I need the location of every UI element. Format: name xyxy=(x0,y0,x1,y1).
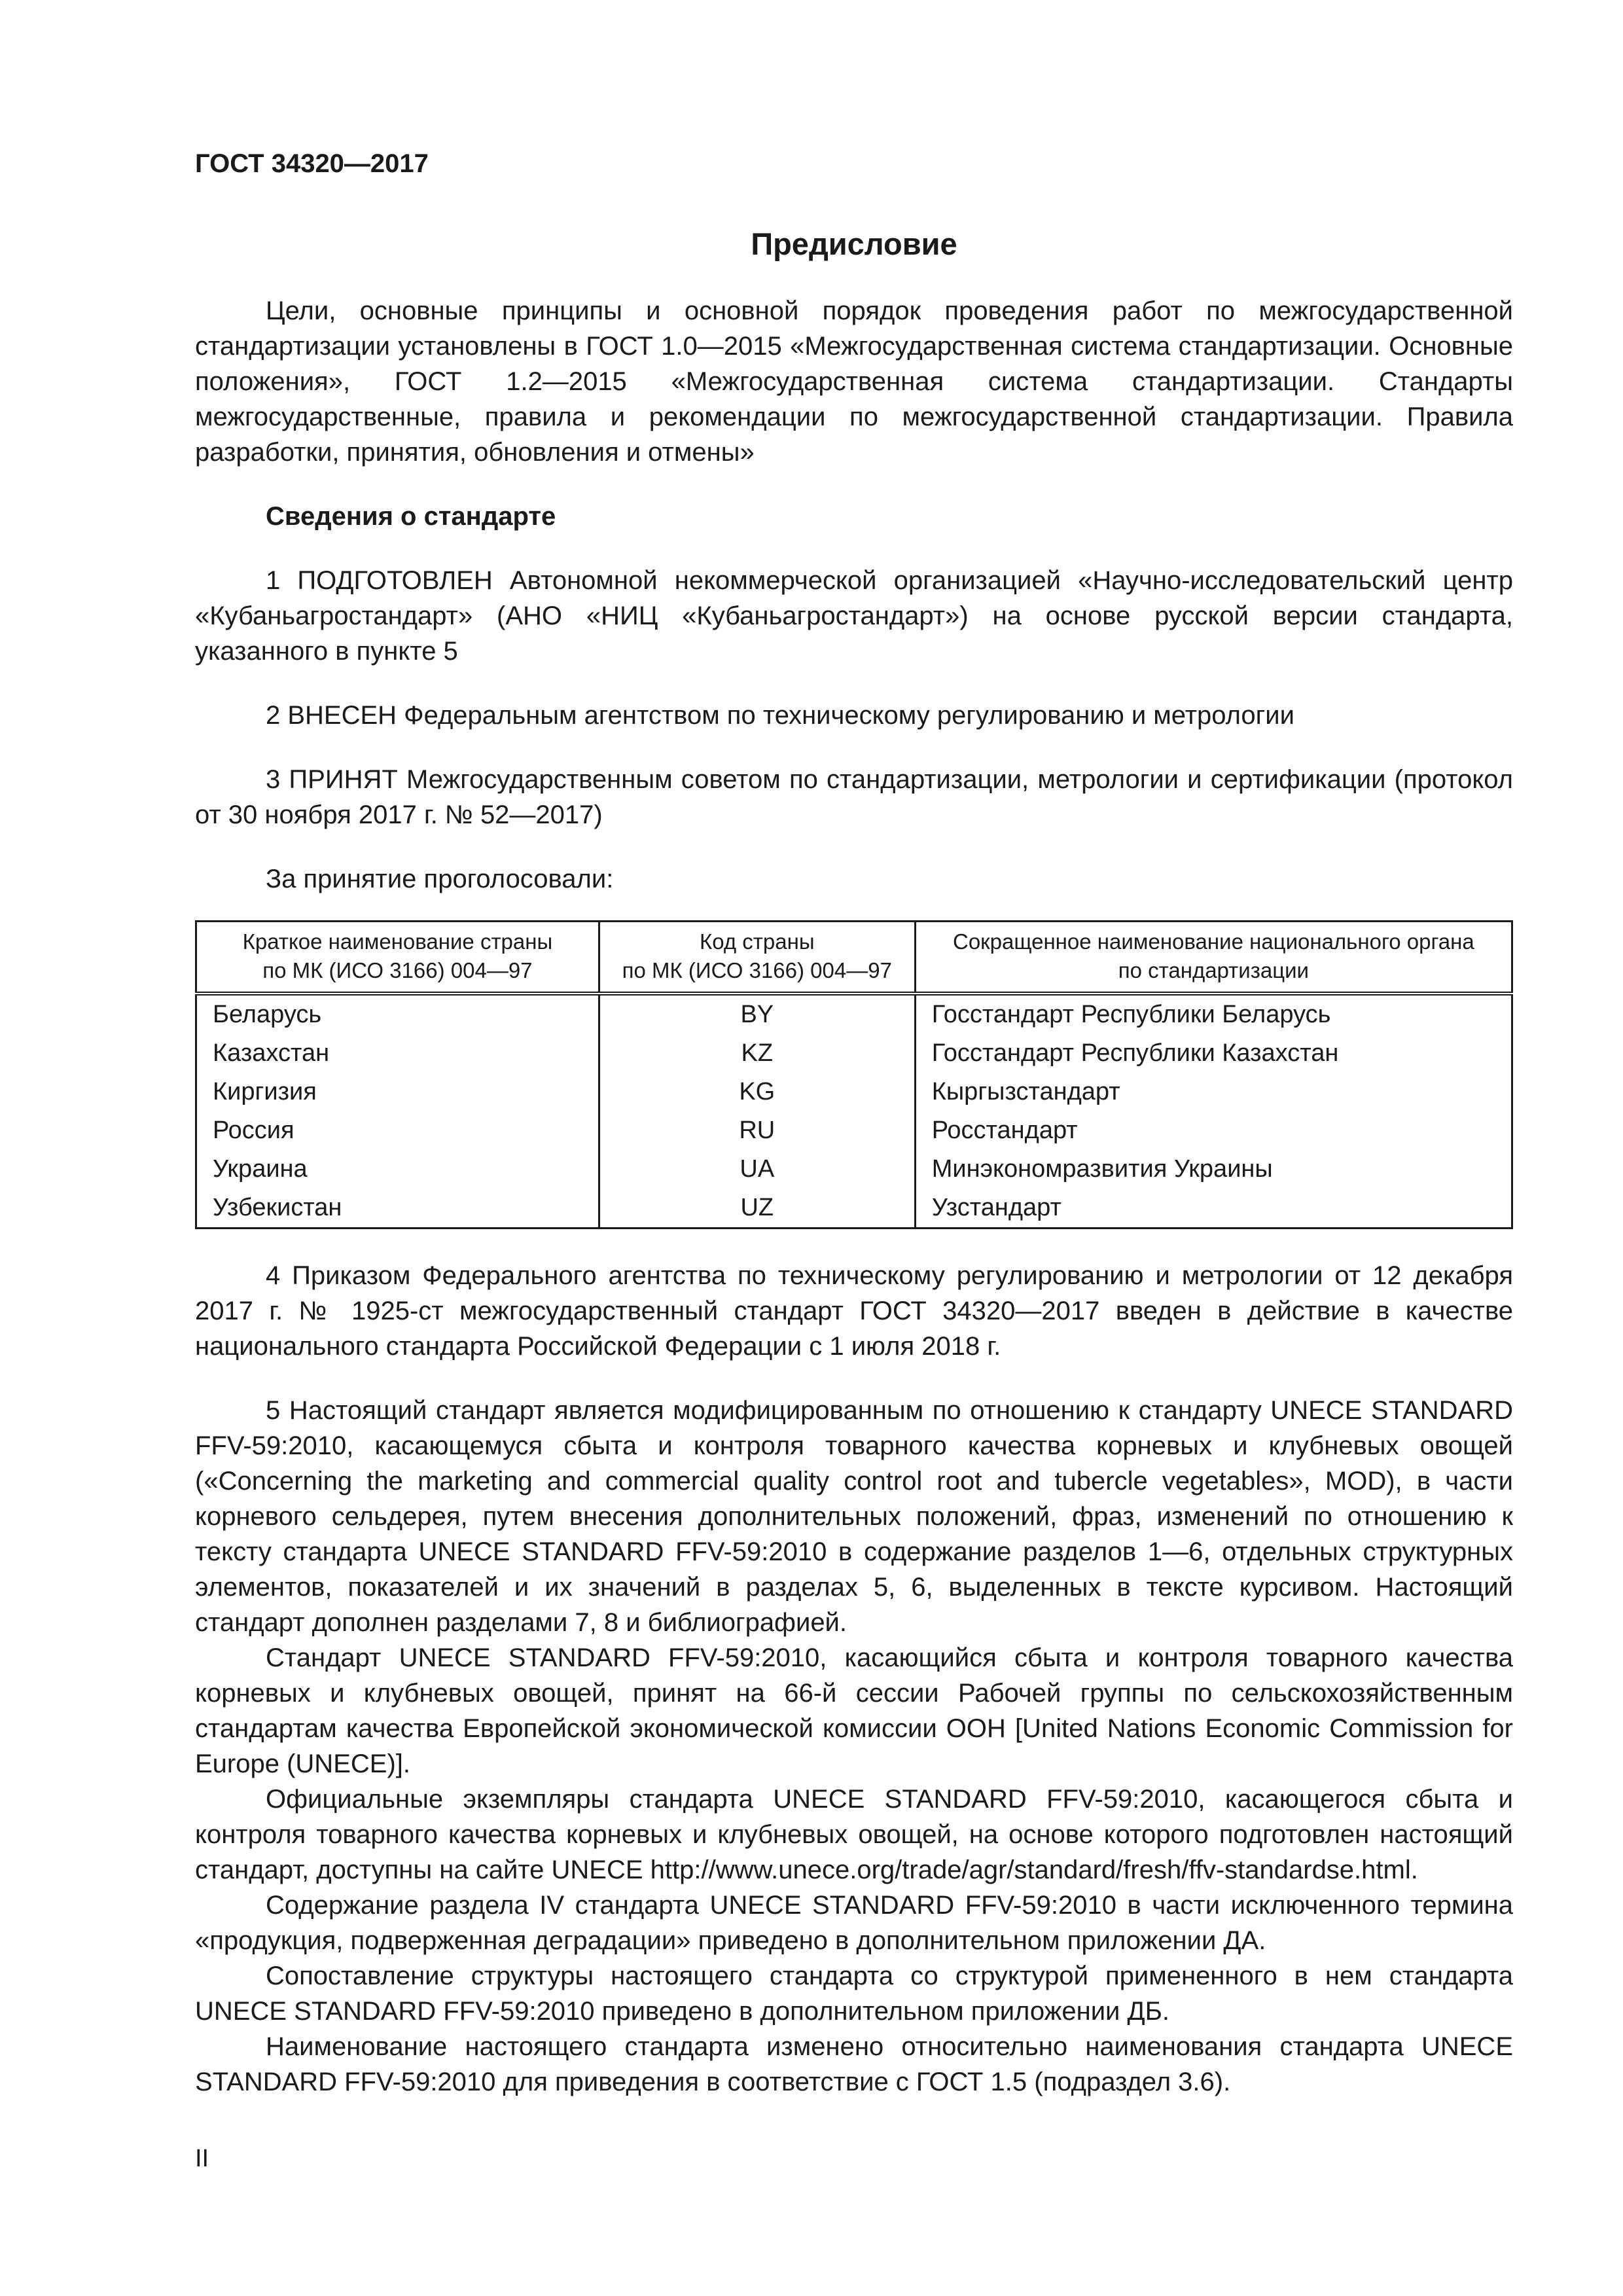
section-iv-paragraph: Содержание раздела IV стандарта UNECE STANDARD FFV-59:2010 в части исключенного термина «продукция, подверженная деградации» приведено в дополнительном приложении ДА. xyxy=(195,1891,1513,1955)
national-body: Росстандарт xyxy=(915,1111,1512,1150)
item-3-paragraph: 3 ПРИНЯТ Межгосударственным советом по стандартизации, метрологии и сертификации (протокол от 30 ноября 2017 г. № 52—2017) xyxy=(195,765,1513,829)
national-body: Госстандарт Республики Казахстан xyxy=(915,1034,1512,1073)
item-1-paragraph: 1 ПОДГОТОВЛЕН Автономной некоммерческой организацией «Научно-исследовательский центр «Кубаньагростандарт» (АНО «НИЦ «Кубаньагростандарт») на основе русской версии стандарта, указанного в пункте 5 xyxy=(195,566,1513,666)
structure-comparison-paragraph: Сопоставление структуры настоящего стандарта со структурой примененного в нем стандарта UNECE STANDARD FFV-59:2010 приведено в дополнительном приложении ДБ. xyxy=(195,1962,1513,2026)
page-number: II xyxy=(195,2145,209,2172)
national-body: Кыргызстандарт xyxy=(915,1073,1512,1111)
header-national-body: Сокращенное наименование национального органа по стандартизации xyxy=(915,922,1512,994)
intro-paragraph: Цели, основные принципы и основной порядок проведения работ по межгосударственной стандартизации установлены в ГОСТ 1.0—2015 «Межгосударственная система стандартизации. Основные положения», ГОСТ 1.2—2015 «Межгосударственная система стандартизации. Стандарты межгосударственные, правила и рекомендации по межгосударственной стандартизации. Правила разработки, принятия, обновления и отмены» xyxy=(195,296,1513,467)
country-code: UZ xyxy=(599,1189,915,1229)
country-code: KG xyxy=(599,1073,915,1111)
vote-label: За принятие проголосовали: xyxy=(266,865,614,893)
section-subheading: Сведения о стандарте xyxy=(266,502,556,531)
country-code: UA xyxy=(599,1150,915,1189)
name-change-paragraph: Наименование настоящего стандарта изменено относительно наименования стандарта UNECE STANDARD FFV-59:2010 для приведения в соответствие с ГОСТ 1.5 (подраздел 3.6). xyxy=(195,2032,1513,2096)
national-body: Узстандарт xyxy=(915,1189,1512,1229)
country-code: BY xyxy=(599,994,915,1034)
country-name: Казахстан xyxy=(196,1034,599,1073)
table-header-row xyxy=(196,922,1512,994)
table-row xyxy=(196,994,1512,1034)
national-body: Госстандарт Республики Беларусь xyxy=(915,994,1512,1034)
table-row xyxy=(196,1073,1512,1111)
country-name: Беларусь xyxy=(196,994,599,1034)
country-code: RU xyxy=(599,1111,915,1150)
table-row xyxy=(196,1189,1512,1229)
standard-code: ГОСТ 34320—2017 xyxy=(195,149,429,178)
country-name: Узбекистан xyxy=(196,1189,599,1229)
item-5-paragraph: 5 Настоящий стандарт является модифицированным по отношению к стандарту UNECE STANDARD FFV-59:2010, касающемуся сбыта и контроля товарного качества корневых и клубневых овощей («Concerning the marketing and commercial quality control root and tubercle vegetables», MOD), в части корневого сельдерея, путем внесения дополнительных положений, фраз, изменений по отношению к тексту стандарта UNECE STANDARD FFV-59:2010 в содержание разделов 1—6, отдельных структурных элементов, показателей и их значений в разделах 5, 6, выделенных в тексте курсивом. Настоящий стандарт дополнен разделами 7, 8 и библиографией. xyxy=(195,1396,1513,1637)
item-2-paragraph: 2 ВНЕСЕН Федеральным агентством по техническому регулированию и метрологии xyxy=(266,701,1294,730)
page-title: Предисловие xyxy=(751,226,957,261)
country-code: KZ xyxy=(599,1034,915,1073)
country-name: Россия xyxy=(196,1111,599,1150)
country-name: Киргизия xyxy=(196,1073,599,1111)
table-row xyxy=(196,1111,1512,1150)
item-4-paragraph: 4 Приказом Федерального агентства по техническому регулированию и метрологии от 12 декабря 2017 г. № 1925-ст межгосударственный стандарт ГОСТ 34320—2017 введен в действие в качестве национального стандарта Российской Федерации с 1 июля 2018 г. xyxy=(195,1261,1513,1361)
table-row xyxy=(196,1034,1512,1073)
header-country-code: Код страны по МК (ИСО 3166) 004—97 xyxy=(599,922,915,994)
countries-table xyxy=(195,920,1513,1229)
country-name: Украина xyxy=(196,1150,599,1189)
header-country-name: Краткое наименование страны по МК (ИСО 3166) 004—97 xyxy=(196,922,599,994)
official-copies-paragraph: Официальные экземпляры стандарта UNECE STANDARD FFV-59:2010, касающегося сбыта и контроля товарного качества корневых и клубневых овощей, на основе которого подготовлен настоящий стандарт, доступны на сайте UNECE http://www.unece.org/trade/agr/standard/fresh/ffv-standardse.html. xyxy=(195,1785,1513,1884)
table-row xyxy=(196,1150,1512,1189)
document-page xyxy=(195,0,1513,2296)
unece-adoption-paragraph: Стандарт UNECE STANDARD FFV-59:2010, касающийся сбыта и контроля товарного качества корневых и клубневых овощей, принят на 66-й сессии Рабочей группы по сельскохозяйственным стандартам качества Европейской экономической комиссии ООН [United Nations Economic Commission for Europe (UNECE)]. xyxy=(195,1643,1513,1778)
national-body: Минэкономразвития Украины xyxy=(915,1150,1512,1189)
foreword-content xyxy=(195,293,1513,2100)
